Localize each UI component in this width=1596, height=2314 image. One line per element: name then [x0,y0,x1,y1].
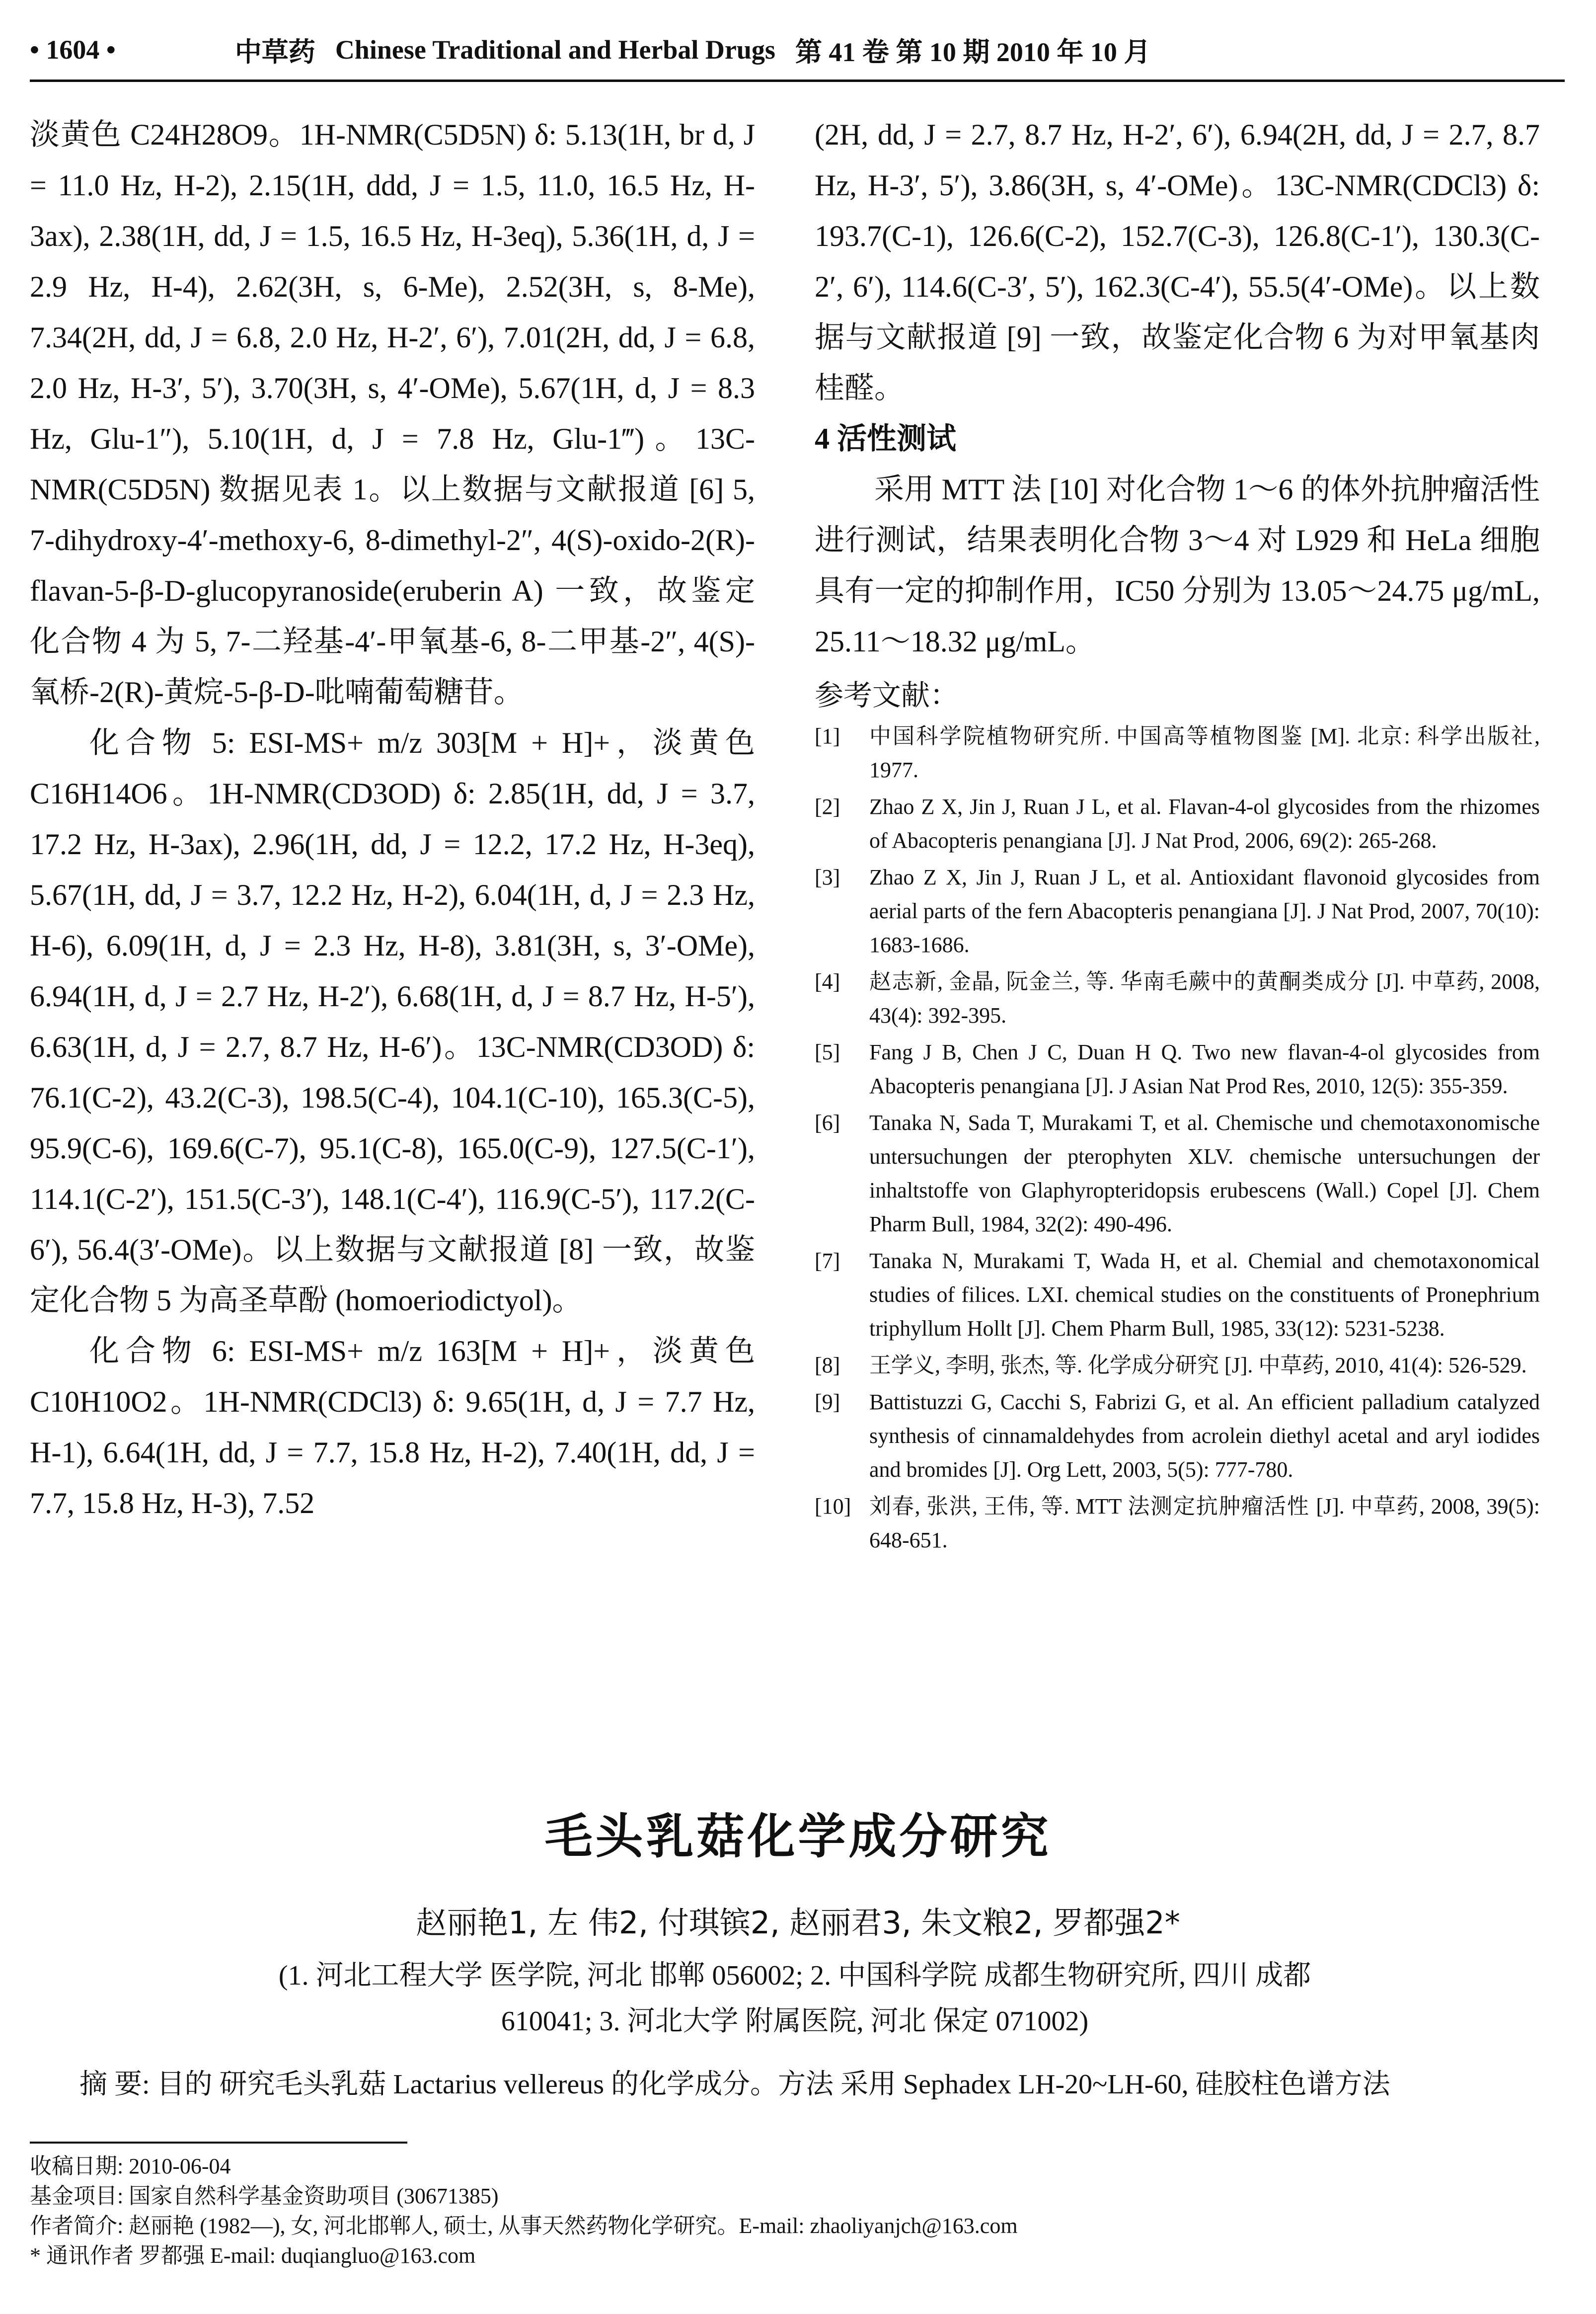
footnote-author: 作者简介: 赵丽艳 (1982—), 女, 河北邯郸人, 硕士, 从事天然药物化学研究。E-mail: zhaoliyanjch@163.com [30,2214,1018,2238]
reference-item [815,1385,1540,1487]
reference-number: [9] [815,1390,840,1414]
page-header [30,20,1565,82]
reference-text: Battistuzzi G, Cacchi S, Fabrizi G, et al. An efficient palladium catalyzed synthesis of cinnamaldehydes from acrolein diethyl acetal and aryl iodides and bromides [J]. Org Lett, 2003, 5(5): 777-780. [869,1390,1540,1482]
reference-text: 中国科学院植物研究所. 中国高等植物图鉴 [M]. 北京: 科学出版社, 1977. [869,724,1540,782]
reference-text: Zhao Z X, Jin J, Ruan J L, et al. Antioxidant flavonoid glycosides from aerial parts of the fern Abacopteris penangiana [J]. J Nat Prod, 2007, 70(10): 1683-1686. [869,865,1540,957]
references-list [815,719,1540,1557]
reference-item [815,1036,1540,1103]
activity-paragraph: 采用 MTT 法 [10] 对化合物 1～6 的体外抗肿瘤活性进行测试，结果表明化合物 3～4 对 L929 和 HeLa 细胞具有一定的抑制作用，IC50 分别为 13.05～24.75 μg/mL, 25.11～18.32 μg/mL。 [815,473,1540,658]
footnote-fund: 基金项目: 国家自然科学基金资助项目 (30671385) [30,2184,499,2208]
journal-issue: 第 41 卷 第 10 期 2010 年 10 月 [795,37,1151,67]
compound-4-paragraph: 淡黄色 C24H28O9。1H-NMR(C5D5N) δ: 5.13(1H, br d, J = 11.0 Hz, H-2), 2.15(1H, ddd, J = 1.5, 11.0, 16.5 Hz, H-3ax), 2.38(1H, dd, J = 1.5, 16.5 Hz, H-3eq), 5.36(1H, d, J = 2.9 Hz, H-4), 2.62(3H, s, 6-Me), 2.52(3H, s, 8-Me), 7.34(2H, dd, J = 6.8, 2.0 Hz, H-2′, 6′), 7.01(2H, dd, J = 6.8, 2.0 Hz, H-3′, 5′), 3.70(3H, s, 4′-OMe), 5.67(1H, d, J = 8.3 Hz, Glu-1″), 5.10(1H, d, J = 7.8 Hz, Glu-1‴)。13C-NMR(C5D5N) 数据见表 1。以上数据与文献报道 [6] 5, 7-dihydroxy-4′-methoxy-6, 8-dimethyl-2″, 4(S)-oxido-2(R)-flavan-5-β-D-glucopyranoside(eruberin A) 一致，故鉴定化合物 4 为 5, 7-二羟基-4′-甲氧基-6, 8-二甲基-2″, 4(S)-氧桥-2(R)-黄烷-5-β-D-吡喃葡萄糖苷。 [30,118,755,709]
section-heading-activity: 4 活性测试 [815,422,956,455]
journal-name-en: Chinese Traditional and Herbal Drugs [335,35,775,65]
footnotes [30,2152,1565,2271]
reference-number: [4] [815,969,840,994]
compound-6-continued: (2H, dd, J = 2.7, 8.7 Hz, H-2′, 6′), 6.94(2H, dd, J = 2.7, 8.7 Hz, H-3′, 5′), 3.86(3H, s, 4′-OMe)。13C-NMR(CDCl3) δ: 193.7(C-1), 126.6(C-2), 152.7(C-3), 126.8(C-1′), 130.3(C-2′, 6′), 114.6(C-3′, 5′), 162.3(C-4′), 55.5(4′-OMe)。以上数据与文献报道 [9] 一致，故鉴定化合物 6 为对甲氧基肉桂醛。 [815,118,1540,404]
reference-text: Zhao Z X, Jin J, Ruan J L, et al. Flavan-4-ol glycosides from the rhizomes of Abacopteris penangiana [J]. J Nat Prod, 2006, 69(2): 265-268. [869,795,1540,853]
reference-item [815,1106,1540,1241]
reference-number: [1] [815,724,840,748]
reference-text: 赵志新, 金晶, 阮金兰, 等. 华南毛蕨中的黄酮类成分 [J]. 中草药, 2008, 43(4): 392-395. [869,969,1540,1028]
reference-item [815,1244,1540,1346]
second-article-authors: 赵丽艳1, 左 伟2, 付琪镔2, 赵丽君3, 朱文粮2, 罗都强2* [416,1905,1180,1941]
reference-number: [10] [815,1494,851,1518]
reference-number: [6] [815,1111,840,1135]
reference-item [815,719,1540,787]
right-column [815,109,1540,1560]
journal-name-cn: 中草药 [234,37,315,67]
compound-6-paragraph: 化合物 6: ESI-MS+ m/z 163[M + H]+，淡黄色 C10H10O2。1H-NMR(CDCl3) δ: 9.65(1H, d, J = 7.7 Hz, H-1), 6.64(1H, dd, J = 7.7, 15.8 Hz, H-2), 7.40(1H, dd, J = 7.7, 15.8 Hz, H-3), 7.52 [30,1335,755,1519]
reference-item [815,1349,1540,1382]
reference-text: 刘春, 张洪, 王伟, 等. MTT 法测定抗肿瘤活性 [J]. 中草药, 2008, 39(5): 648-651. [869,1494,1540,1552]
reference-number: [8] [815,1353,840,1377]
footnote-divider [30,2142,407,2144]
second-article-affiliations [149,1953,1441,2044]
reference-number: [7] [815,1249,840,1273]
page-number: • 1604 • [30,35,116,65]
second-article-abstract: 摘 要: 目的 研究毛头乳菇 Lactarius vellereus 的化学成分。方法 采用 Sephadex LH-20~LH-60, 硅胶柱色谱方法 [79,2069,1390,2100]
reference-number: [2] [815,795,840,819]
references-title: 参考文献： [815,679,959,712]
left-column [30,109,755,1528]
reference-text: 王学义, 李明, 张杰, 等. 化学成分研究 [J]. 中草药, 2010, 41(4): 526-529. [869,1353,1527,1377]
reference-item [815,965,1540,1033]
affiliation-line: (1. 河北工程大学 医学院, 河北 邯郸 056002; 2. 中国科学院 成都生物研究所, 四川 成都 [278,1960,1311,1991]
reference-item [815,1490,1540,1557]
reference-text: Tanaka N, Murakami T, Wada H, et al. Chemial and chemotaxonomical studies of filices. LXI. chemical studies on the constituents of Pronephrium triphyllum Hollt [J]. Chem Pharm Bull, 1985, 33(12): 5231-5238. [869,1249,1540,1341]
affiliation-line: 610041; 3. 河北大学 附属医院, 河北 保定 071002) [501,2006,1089,2037]
second-article-title: 毛头乳菇化学成分研究 [544,1810,1052,1863]
reference-item [815,790,1540,858]
compound-5-paragraph: 化合物 5: ESI-MS+ m/z 303[M + H]+，淡黄色 C16H14O6。1H-NMR(CD3OD) δ: 2.85(1H, dd, J = 3.7, 17.2 Hz, H-3ax), 2.96(1H, dd, J = 12.2, 17.2 Hz, H-3eq), 5.67(1H, dd, J = 3.7, 12.2 Hz, H-2), 6.04(1H, d, J = 2.3 Hz, H-6), 6.09(1H, d, J = 2.3 Hz, H-8), 3.81(3H, s, 3′-OMe), 6.94(1H, d, J = 2.7 Hz, H-2′), 6.68(1H, d, J = 8.7 Hz, H-5′), 6.63(1H, d, J = 2.7, 8.7 Hz, H-6′)。13C-NMR(CD3OD) δ: 76.1(C-2), 43.2(C-3), 198.5(C-4), 104.1(C-10), 165.3(C-5), 95.9(C-6), 169.6(C-7), 95.1(C-8), 165.0(C-9), 127.5(C-1′), 114.1(C-2′), 151.5(C-3′), 148.1(C-4′), 116.9(C-5′), 117.2(C-6′), 56.4(3′-OMe)。以上数据与文献报道 [8] 一致，故鉴定化合物 5 为高圣草酚 (homoeriodictyol)。 [30,726,755,1317]
reference-number: [3] [815,865,840,889]
footnote-corresponding: * 通讯作者 罗都强 E-mail: duqiangluo@163.com [30,2243,476,2268]
reference-text: Tanaka N, Sada T, Murakami T, et al. Chemische und chemotaxonomische untersuchungen der pterophyten XLV. chemische untersuchungen der inhaltstoffe von Glaphyropteridopsis erubescens (Wall.) Copel [J]. Chem Pharm Bull, 1984, 32(2): 490-496. [869,1111,1540,1236]
reference-item [815,861,1540,962]
footnote-received: 收稿日期: 2010-06-04 [30,2154,231,2178]
reference-text: Fang J B, Chen J C, Duan H Q. Two new flavan-4-ol glycosides from Abacopteris penangiana [J]. J Asian Nat Prod Res, 2010, 12(5): 355-359. [869,1040,1540,1098]
reference-number: [5] [815,1040,840,1064]
